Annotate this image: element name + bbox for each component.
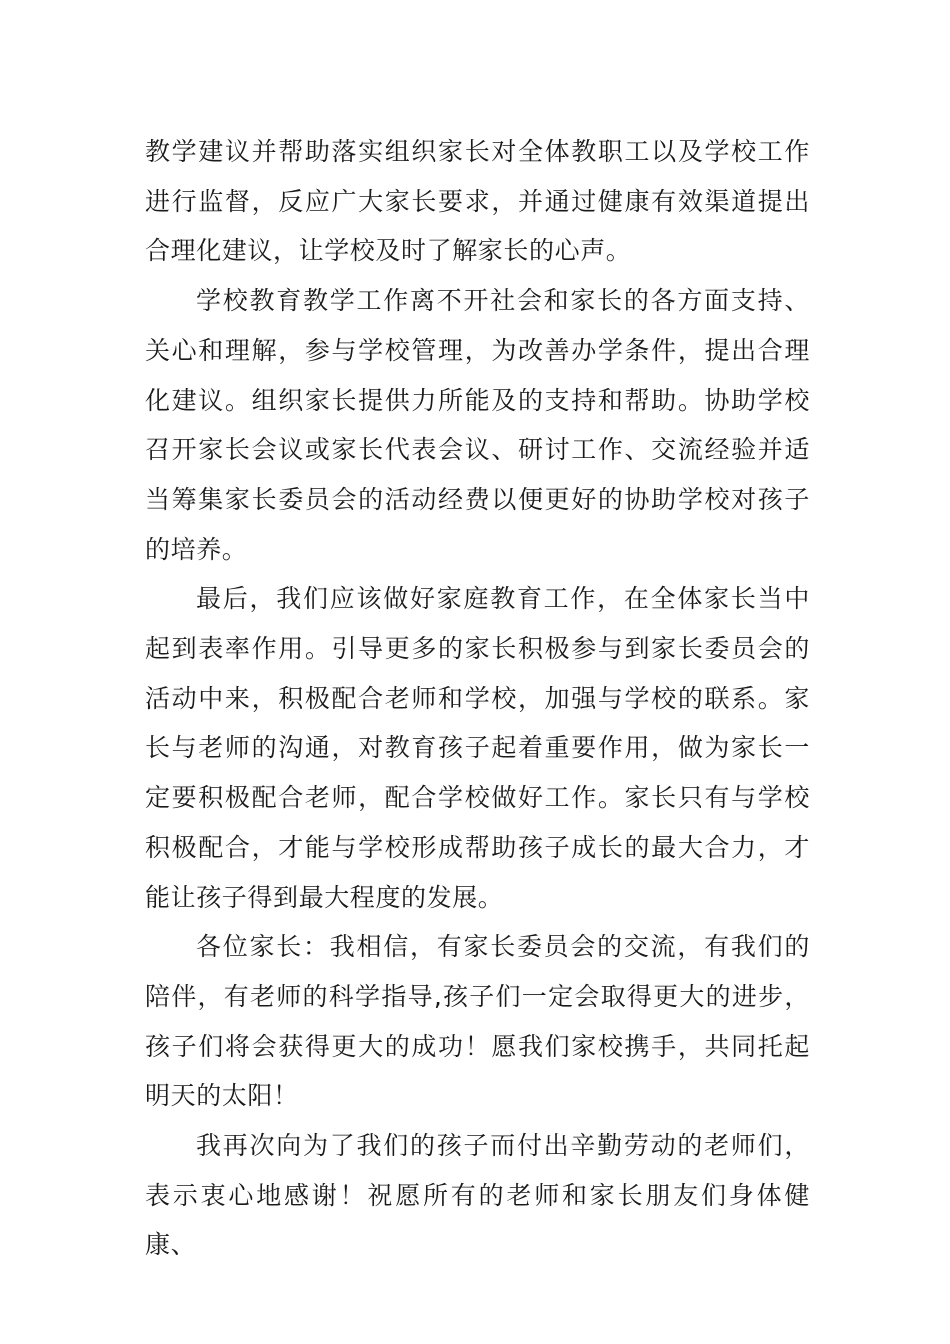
paragraph-2: 学校教育教学工作离不开社会和家长的各方面支持、关心和理解，参与学校管理，为改善办学条件，提出合理化建议。组织家长提供力所能及的支持和帮助。协助学校召开家长会议或家长代表会议、研讨工作、交流经验并适当筹集家长委员会的活动经费以便更好的协助学校对孩子的培养。 xyxy=(145,286,810,564)
paragraph-3: 最后，我们应该做好家庭教育工作，在全体家长当中起到表率作用。引导更多的家长积极参与到家长委员会的活动中来，积极配合老师和学校，加强与学校的联系。家长与老师的沟通，对教育孩子起着重要作用，做为家长一定要积极配合老师，配合学校做好工作。家长只有与学校积极配合，才能与学校形成帮助孩子成长的最大合力，才能让孩子得到最大程度的发展。 xyxy=(145,584,810,912)
paragraph-1: 教学建议并帮助落实组织家长对全体教职工以及学校工作进行监督，反应广大家长要求，并通过健康有效渠道提出合理化建议，让学校及时了解家长的心声。 xyxy=(145,137,810,266)
paragraph-4: 各位家长：我相信，有家长委员会的交流，有我们的陪伴，有老师的科学指导,孩子们一定会取得更大的进步，孩子们将会获得更大的成功！愿我们家校携手，共同托起明天的太阳！ xyxy=(145,932,810,1111)
paragraph-5: 我再次向为了我们的孩子而付出辛勤劳动的老师们，表示衷心地感谢！祝愿所有的老师和家长朋友们身体健康、 xyxy=(145,1131,810,1260)
document-body xyxy=(145,127,810,1270)
